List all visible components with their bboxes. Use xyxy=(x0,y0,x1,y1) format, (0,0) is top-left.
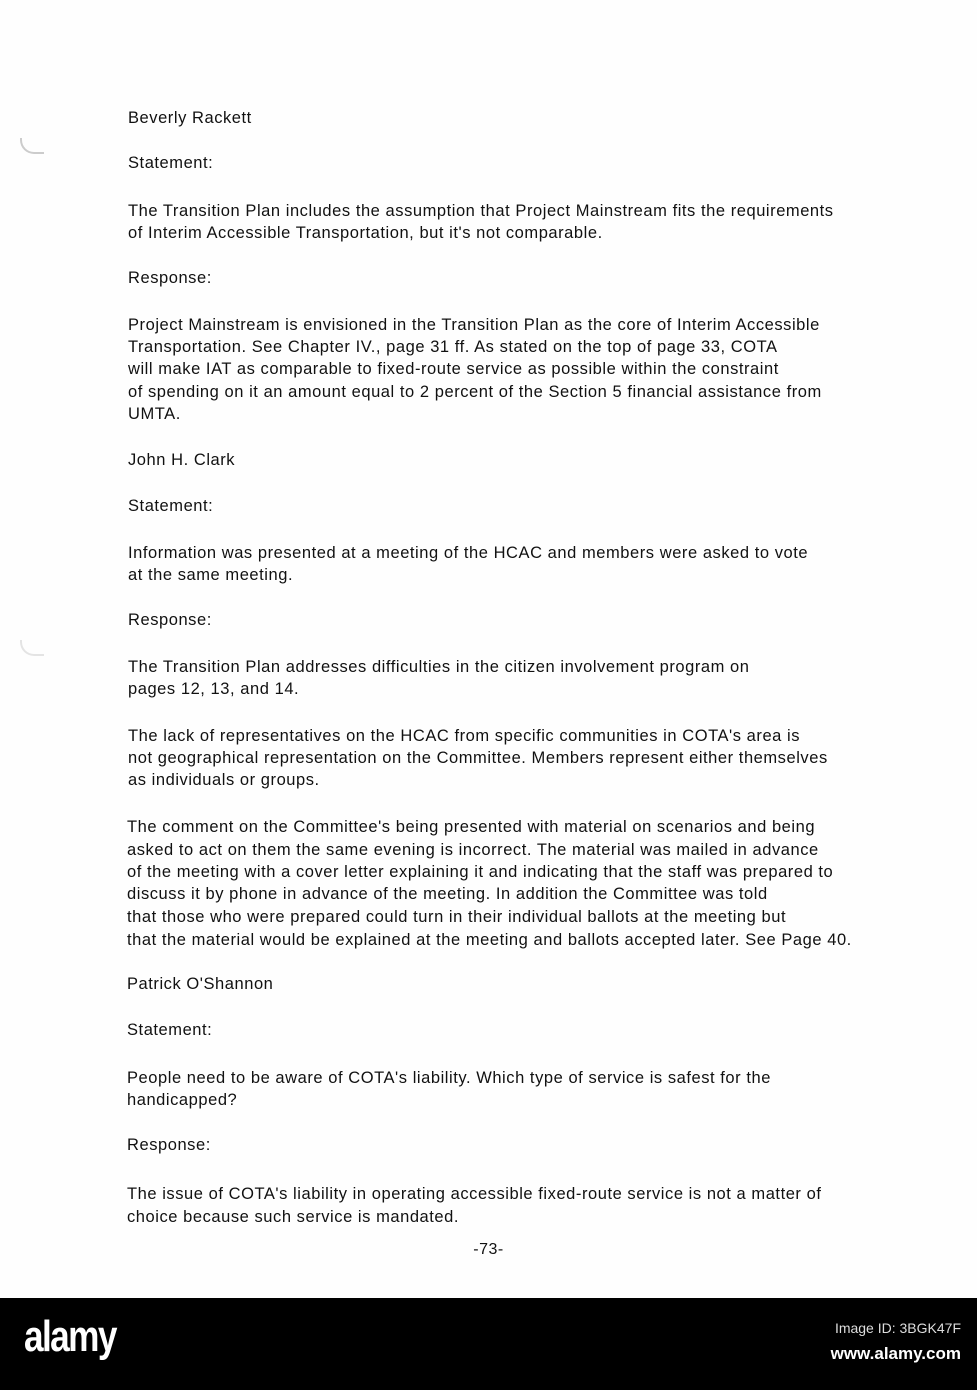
text-line: Information was presented at a meeting of the HCAC and members were asked to vote xyxy=(128,544,809,562)
text-line: asked to act on them the same evening is incorrect. The material was mailed in advance xyxy=(127,841,819,859)
text-line: Beverly Rackett xyxy=(128,109,252,127)
section-label: Response: xyxy=(127,1136,211,1154)
text-line: The lack of representatives on the HCAC from specific communities in COTA's area is xyxy=(128,727,801,745)
scan-mark xyxy=(20,640,44,656)
section-label: Statement: xyxy=(127,1021,213,1039)
alamy-logo: alamy xyxy=(24,1312,116,1361)
watermark-url: www.alamy.com xyxy=(830,1344,961,1363)
text-line: The Transition Plan includes the assumption that Project Mainstream fits the requirements xyxy=(128,202,834,220)
text-line: not geographical representation on the Committee. Members represent either themselves xyxy=(128,749,828,767)
text-line: that those who were prepared could turn in their individual ballots at the meeting but xyxy=(127,908,787,926)
text-line: The comment on the Committee's being presented with material on scenarios and being xyxy=(127,818,816,836)
text-line: People need to be aware of COTA's liability. Which type of service is safest for the xyxy=(127,1069,771,1087)
text-line: as individuals or groups. xyxy=(128,771,320,789)
text-line: that the material would be explained at the meeting and ballots accepted later. See Page 40. xyxy=(127,931,852,949)
text-line: pages 12, 13, and 14. xyxy=(128,680,300,698)
text-line: of the meeting with a cover letter explaining it and indicating that the staff was prepared to xyxy=(127,863,834,881)
section-label: Response: xyxy=(128,269,212,287)
section-label: Statement: xyxy=(128,154,214,172)
text-line: Patrick O'Shannon xyxy=(127,975,274,993)
text-line: of spending on it an amount equal to 2 percent of the Section 5 financial assistance from xyxy=(128,383,822,401)
watermark-bar xyxy=(0,1298,977,1390)
text-line: Transportation. See Chapter IV., page 31 ff. As stated on the top of page 33, COTA xyxy=(128,338,778,356)
text-line: handicapped? xyxy=(127,1091,238,1109)
text-line: of Interim Accessible Transportation, but it's not comparable. xyxy=(128,224,603,242)
page-number: -73- xyxy=(473,1241,504,1258)
scan-mark xyxy=(20,138,44,154)
text-line: The Transition Plan addresses difficulties in the citizen involvement program on xyxy=(128,658,750,676)
text-line: discuss it by phone in advance of the meeting. In addition the Committee was told xyxy=(127,885,768,903)
text-line: The issue of COTA's liability in operating accessible fixed-route service is not a matter of xyxy=(127,1185,822,1203)
text-line: will make IAT as comparable to fixed-route service as possible within the constraint xyxy=(128,360,779,378)
section-label: Statement: xyxy=(128,497,214,515)
text-line: UMTA. xyxy=(128,405,181,423)
image-id: Image ID: 3BGK47F xyxy=(834,1320,961,1336)
text-line: at the same meeting. xyxy=(128,566,294,584)
text-line: choice because such service is mandated. xyxy=(127,1208,460,1226)
section-label: Response: xyxy=(128,611,212,629)
text-line: Project Mainstream is envisioned in the Transition Plan as the core of Interim Accessible xyxy=(128,316,820,334)
text-line: John H. Clark xyxy=(128,451,236,469)
